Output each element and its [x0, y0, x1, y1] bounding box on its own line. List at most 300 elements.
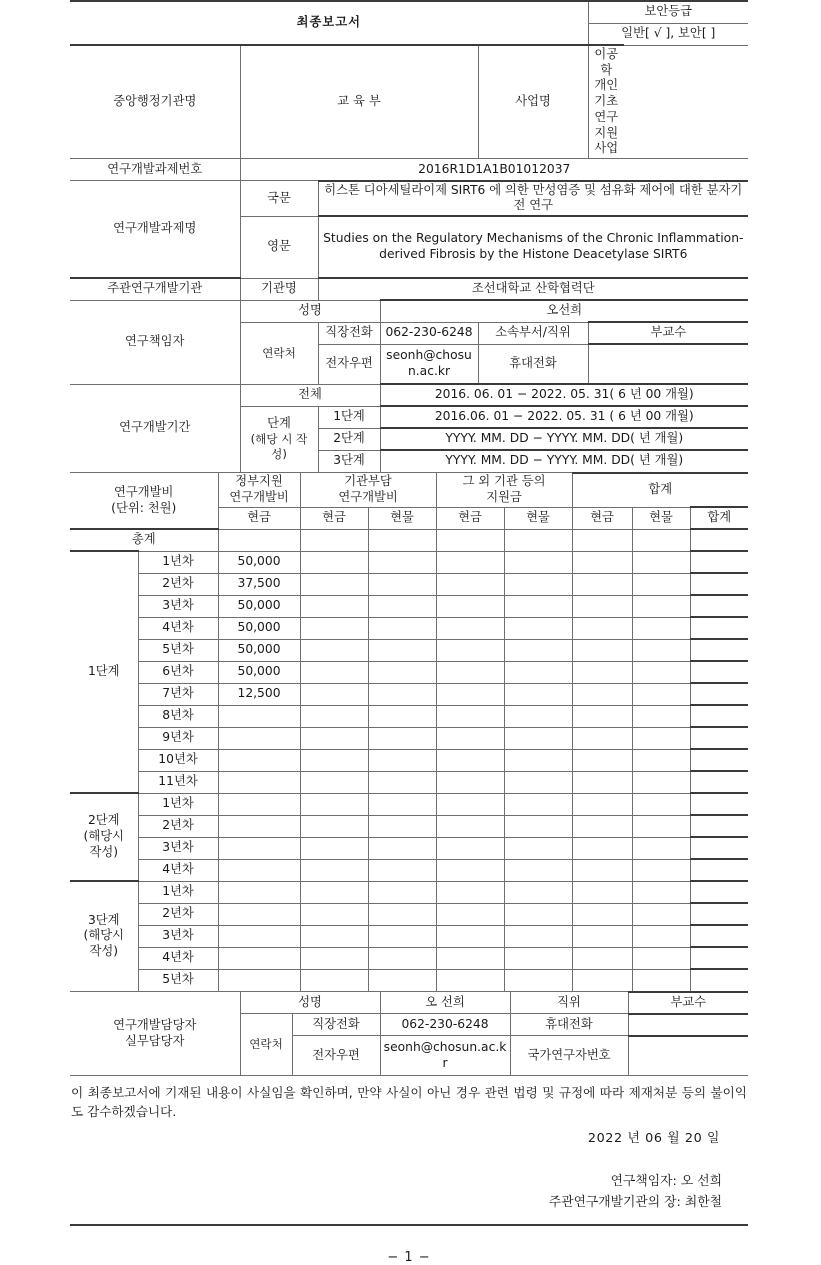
funding-subheader-0: 현금 [218, 507, 300, 529]
funding-amount-cell [300, 815, 368, 837]
contact-mobile-label: 휴대전화 [510, 1014, 628, 1036]
funding-amount-cell [368, 793, 436, 815]
funding-amount-cell [572, 837, 632, 859]
table-row [70, 793, 748, 815]
funding-amount-cell [572, 969, 632, 991]
funding-amount-cell [368, 705, 436, 727]
project-title-korean-label: 국문 [240, 181, 318, 216]
period-total-value: 2016. 06. 01 − 2022. 05. 31( 6 년 00 개월) [380, 384, 748, 406]
contact-position-value: 부교수 [628, 992, 748, 1014]
period-stage-label [240, 406, 318, 472]
period-stage-1-value: 2016.06. 01 − 2022. 05. 31 ( 6 년 00 개월) [380, 406, 748, 428]
funding-year-label: 10년차 [138, 749, 218, 771]
period-stage-1-name: 1단계 [318, 406, 380, 428]
funding-amount-cell [632, 727, 690, 749]
funding-amount-cell [504, 639, 572, 661]
funding-year-label: 4년차 [138, 859, 218, 881]
funding-total-cell-5 [572, 529, 632, 551]
pi-label: 연구책임자 [70, 300, 240, 384]
funding-amount-cell [632, 551, 690, 573]
contact-name-label: 성명 [240, 992, 380, 1014]
funding-amount-cell [436, 815, 504, 837]
funding-amount-cell [218, 947, 300, 969]
declaration-text: 이 최종보고서에 기재된 내용이 사실임을 확인하며, 만약 사실이 아닌 경우 관련 법령 및 규정에 따라 제재처분 등의 불이익도 감수하겠습니다. [71, 1085, 747, 1120]
pi-dept-position-value: 부교수 [588, 322, 748, 344]
table-row [70, 771, 748, 793]
funding-amount-cell [300, 551, 368, 573]
funding-year-label: 2년차 [138, 903, 218, 925]
funding-amount-cell [436, 705, 504, 727]
funding-amount-cell [368, 925, 436, 947]
funding-group-government-line2: 연구개발비 [229, 489, 289, 504]
report-page [70, 0, 748, 1265]
funding-amount-cell [572, 947, 632, 969]
funding-amount-cell [690, 925, 748, 947]
contact-mobile-value [628, 1014, 748, 1036]
funding-amount-cell [632, 683, 690, 705]
funding-amount-cell [368, 749, 436, 771]
funding-amount-cell [218, 969, 300, 991]
funding-stage3-body [70, 881, 748, 991]
funding-amount-cell [632, 661, 690, 683]
report-header-table [70, 0, 748, 473]
funding-amount-cell [300, 595, 368, 617]
funding-amount-cell [572, 925, 632, 947]
funding-amount-cell [368, 771, 436, 793]
funding-amount-cell [368, 727, 436, 749]
funding-amount-cell [504, 749, 572, 771]
funding-amount-cell: 50,000 [218, 617, 300, 639]
funding-amount-cell [218, 793, 300, 815]
funding-amount-cell [368, 815, 436, 837]
funding-subheader-7: 합계 [690, 507, 748, 529]
agency-row [70, 45, 748, 159]
funding-amount-cell [690, 683, 748, 705]
funding-subheader-3: 현금 [436, 507, 504, 529]
funding-amount-cell [436, 727, 504, 749]
table-row [70, 881, 748, 903]
funding-amount-cell [572, 595, 632, 617]
pi-name-value: 오선희 [380, 300, 748, 322]
funding-year-label: 1년차 [138, 551, 218, 573]
funding-amount-cell [504, 793, 572, 815]
security-value: 일반[ √ ], 보안[ ] [588, 23, 748, 45]
funding-amount-cell [504, 595, 572, 617]
funding-amount-cell [300, 727, 368, 749]
funding-total-cell-1 [300, 529, 368, 551]
program-label: 사업명 [478, 45, 588, 159]
period-stage-sublabel: (해당 시 작성) [250, 432, 308, 461]
funding-amount-cell [218, 815, 300, 837]
funding-amount-cell [436, 771, 504, 793]
funding-amount-cell [690, 705, 748, 727]
funding-subheader-4: 현물 [504, 507, 572, 529]
host-institution-label: 주관연구개발기관 [70, 278, 240, 300]
declaration-date: 2022 년 06 월 20 일 [587, 1131, 720, 1147]
funding-amount-cell [218, 727, 300, 749]
funding-stage2-body [70, 793, 748, 881]
funding-total-row [70, 529, 748, 551]
funding-total-label: 총계 [70, 529, 218, 551]
funding-amount-cell [632, 771, 690, 793]
funding-amount-cell [690, 749, 748, 771]
funding-amount-cell [218, 771, 300, 793]
funding-year-label: 3년차 [138, 595, 218, 617]
agency-value: 교 육 부 [240, 45, 478, 159]
project-number-value: 2016R1D1A1B01012037 [240, 159, 748, 181]
funding-amount-cell [300, 969, 368, 991]
funding-amount-cell [368, 639, 436, 661]
funding-amount-cell [368, 551, 436, 573]
funding-amount-cell [690, 617, 748, 639]
funding-amount-cell [504, 815, 572, 837]
funding-amount-cell [504, 969, 572, 991]
funding-year-label: 4년차 [138, 617, 218, 639]
table-row [70, 573, 748, 595]
funding-amount-cell [572, 727, 632, 749]
funding-amount-cell [300, 925, 368, 947]
funding-amount-cell [632, 947, 690, 969]
funding-amount-cell [632, 573, 690, 595]
project-number-label: 연구개발과제번호 [70, 159, 240, 181]
table-row [70, 969, 748, 991]
funding-group-other-line2: 지원금 [486, 489, 522, 504]
pi-mobile-label: 휴대전화 [478, 344, 588, 384]
page-title: 최종보고서 [70, 1, 588, 45]
funding-amount-cell [218, 925, 300, 947]
table-row [70, 639, 748, 661]
funding-amount-cell [572, 771, 632, 793]
funding-amount-cell [504, 551, 572, 573]
funding-amount-cell [504, 683, 572, 705]
funding-amount-cell [572, 705, 632, 727]
funding-group-other [436, 473, 572, 507]
funding-amount-cell [572, 683, 632, 705]
funding-group-institution [300, 473, 436, 507]
funding-amount-cell [436, 749, 504, 771]
table-row [70, 661, 748, 683]
funding-amount-cell [690, 573, 748, 595]
project-title-label: 연구개발과제명 [70, 181, 240, 278]
funding-amount-cell [300, 837, 368, 859]
contact-office-phone-label: 직장전화 [292, 1014, 380, 1036]
funding-amount-cell: 50,000 [218, 595, 300, 617]
agency-label: 중앙행정기관명 [70, 45, 240, 159]
period-stage-2-name: 2단계 [318, 428, 380, 450]
funding-amount-cell [572, 859, 632, 881]
funding-year-label: 5년차 [138, 639, 218, 661]
table-row [70, 705, 748, 727]
contact-contact-label: 연락처 [240, 1014, 292, 1076]
page-number: − 1 − [387, 1249, 431, 1265]
funding-amount-cell [504, 859, 572, 881]
signature-block [70, 1172, 748, 1213]
funding-amount-cell [504, 705, 572, 727]
funding-stage1-label-text: 1단계 [87, 664, 120, 679]
funding-table [70, 472, 748, 992]
funding-amount-cell [368, 903, 436, 925]
funding-amount-cell [436, 837, 504, 859]
funding-amount-cell: 50,000 [218, 661, 300, 683]
funding-group-government-line1: 정부지원 [235, 474, 283, 489]
funding-amount-cell [632, 925, 690, 947]
funding-amount-cell [632, 617, 690, 639]
funding-amount-cell [436, 573, 504, 595]
funding-amount-cell [436, 683, 504, 705]
pi-email-label: 전자우편 [318, 344, 380, 384]
period-stage-2-value: YYYY. MM. DD − YYYY. MM. DD( 년 개월) [380, 428, 748, 450]
funding-amount-cell [504, 837, 572, 859]
funding-amount-cell [436, 595, 504, 617]
funding-amount-cell [368, 617, 436, 639]
funding-amount-cell [504, 727, 572, 749]
pi-signature: 연구책임자: 오 선희 [610, 1174, 722, 1190]
funding-year-label: 1년차 [138, 793, 218, 815]
period-stage-label-main: 단계 [267, 416, 291, 431]
funding-amount-cell [218, 749, 300, 771]
funding-amount-cell [300, 617, 368, 639]
funding-amount-cell: 37,500 [218, 573, 300, 595]
funding-amount-cell [368, 969, 436, 991]
funding-amount-cell [690, 727, 748, 749]
funding-amount-cell: 50,000 [218, 551, 300, 573]
contact-person-table [70, 991, 748, 1077]
funding-year-label: 2년차 [138, 573, 218, 595]
funding-amount-cell [690, 903, 748, 925]
funding-amount-cell [632, 639, 690, 661]
project-title-english-label: 영문 [240, 216, 318, 278]
funding-amount-cell [218, 859, 300, 881]
funding-amount-cell [690, 947, 748, 969]
funding-amount-cell [690, 771, 748, 793]
funding-amount-cell [504, 881, 572, 903]
contact-email-value: seonh@chosun.ac.kr [380, 1036, 510, 1076]
institution-signature: 주관연구개발기관의 장: 최한철 [548, 1195, 722, 1211]
funding-amount-cell [690, 837, 748, 859]
program-value-line2: 개인기초연구지원 사업 [594, 78, 619, 156]
funding-amount-cell [632, 881, 690, 903]
funding-subheader-5: 현금 [572, 507, 632, 529]
funding-amount-cell [368, 859, 436, 881]
funding-amount-cell [436, 859, 504, 881]
project-title-english-value: Studies on the Regulatory Mechanisms of the Chronic Inflammation-derived Fibrosis by the Histone Deacetylase SIRT6 [318, 216, 748, 278]
funding-amount-cell [572, 881, 632, 903]
funding-amount-cell [572, 639, 632, 661]
table-row [70, 749, 748, 771]
funding-amount-cell [218, 903, 300, 925]
funding-header-row-1 [70, 473, 748, 507]
funding-amount-cell [690, 595, 748, 617]
funding-amount-cell [300, 639, 368, 661]
table-row [70, 551, 748, 573]
contact-email-label: 전자우편 [292, 1036, 380, 1076]
funding-amount-cell [572, 617, 632, 639]
funding-amount-cell [436, 617, 504, 639]
funding-year-label: 1년차 [138, 881, 218, 903]
funding-group-total: 합계 [572, 473, 748, 507]
table-row [70, 595, 748, 617]
funding-amount-cell [300, 661, 368, 683]
funding-amount-cell [436, 881, 504, 903]
funding-amount-cell [690, 815, 748, 837]
funding-group-institution-line1: 기관부담 [344, 474, 392, 489]
funding-amount-cell [436, 947, 504, 969]
funding-amount-cell [504, 661, 572, 683]
funding-amount-cell [300, 683, 368, 705]
pi-dept-position-label: 소속부서/직위 [478, 322, 588, 344]
period-stage-3-name: 3단계 [318, 450, 380, 472]
funding-amount-cell [632, 903, 690, 925]
funding-amount-cell [368, 661, 436, 683]
funding-amount-cell [504, 573, 572, 595]
pi-name-label: 성명 [240, 300, 380, 322]
contact-researcher-id-label: 국가연구자번호 [510, 1036, 628, 1076]
funding-amount-cell [572, 815, 632, 837]
funding-subheader-1: 현금 [300, 507, 368, 529]
funding-label [70, 473, 218, 529]
table-row [70, 837, 748, 859]
table-row [70, 859, 748, 881]
funding-subheader-6: 현물 [632, 507, 690, 529]
funding-amount-cell [300, 705, 368, 727]
funding-amount-cell [436, 551, 504, 573]
project-title-korean-row [70, 181, 748, 216]
table-row [70, 925, 748, 947]
funding-amount-cell [368, 573, 436, 595]
funding-amount-cell [368, 837, 436, 859]
title-row [70, 1, 748, 23]
funding-year-label: 2년차 [138, 815, 218, 837]
funding-amount-cell [218, 881, 300, 903]
table-row [70, 947, 748, 969]
table-row [70, 727, 748, 749]
funding-amount-cell [632, 595, 690, 617]
period-label: 연구개발기간 [70, 384, 240, 472]
funding-amount-cell [572, 551, 632, 573]
funding-group-institution-line2: 연구개발비 [338, 489, 398, 504]
contact-researcher-id-value [628, 1036, 748, 1076]
funding-label-line1: 연구개발비 [114, 484, 174, 499]
contact-office-phone-value: 062-230-6248 [380, 1014, 510, 1036]
host-institution-name-label: 기관명 [240, 278, 318, 300]
pi-email-value: seonh@chosun.ac.kr [380, 344, 478, 384]
funding-year-label: 6년차 [138, 661, 218, 683]
funding-amount-cell [504, 903, 572, 925]
funding-year-label: 11년차 [138, 771, 218, 793]
funding-year-label: 9년차 [138, 727, 218, 749]
funding-total-cell-2 [368, 529, 436, 551]
contact-person-label-line2: 실무담당자 [125, 1033, 185, 1048]
funding-year-label: 5년차 [138, 969, 218, 991]
funding-amount-cell [218, 837, 300, 859]
contact-name-row [70, 992, 748, 1014]
funding-amount-cell [436, 639, 504, 661]
funding-amount-cell [300, 859, 368, 881]
funding-amount-cell [632, 859, 690, 881]
funding-total-cell-3 [436, 529, 504, 551]
funding-amount-cell [632, 969, 690, 991]
table-row [70, 683, 748, 705]
funding-amount-cell [436, 925, 504, 947]
pi-name-row [70, 300, 748, 322]
funding-amount-cell [300, 573, 368, 595]
funding-amount-cell [300, 793, 368, 815]
funding-amount-cell [632, 815, 690, 837]
funding-amount-cell [504, 947, 572, 969]
funding-amount-cell [368, 595, 436, 617]
funding-amount-cell: 12,500 [218, 683, 300, 705]
funding-year-label: 4년차 [138, 947, 218, 969]
pi-contact-label: 연락처 [240, 322, 318, 384]
signature-divider [70, 1224, 748, 1226]
funding-amount-cell [300, 749, 368, 771]
funding-amount-cell [632, 793, 690, 815]
host-institution-row [70, 278, 748, 300]
table-row [70, 617, 748, 639]
funding-amount-cell [436, 793, 504, 815]
funding-year-label: 7년차 [138, 683, 218, 705]
contact-position-label: 직위 [510, 992, 628, 1014]
funding-total-cell-4 [504, 529, 572, 551]
funding-stage3-body-label: 3단계 (해당시 작성) [70, 881, 138, 991]
funding-amount-cell: 50,000 [218, 639, 300, 661]
funding-amount-cell [368, 683, 436, 705]
funding-amount-cell [504, 617, 572, 639]
funding-amount-cell [690, 969, 748, 991]
funding-amount-cell [300, 881, 368, 903]
funding-year-label: 3년차 [138, 925, 218, 947]
funding-amount-cell [632, 705, 690, 727]
period-total-row [70, 384, 748, 406]
funding-total-cell-6 [632, 529, 690, 551]
funding-total-cell-7 [690, 529, 748, 551]
contact-person-label-line1: 연구개발담당자 [113, 1017, 197, 1032]
period-total-label: 전체 [240, 384, 380, 406]
project-title-korean-value: 히스톤 디아세틸라이제 SIRT6 에 의한 만성염증 및 섬유화 제어에 대한 분자기전 연구 [318, 181, 748, 216]
funding-amount-cell [572, 749, 632, 771]
program-value [588, 45, 624, 159]
pi-office-phone-value: 062-230-6248 [380, 322, 478, 344]
funding-amount-cell [504, 925, 572, 947]
funding-amount-cell [300, 771, 368, 793]
funding-amount-cell [690, 793, 748, 815]
funding-amount-cell [436, 969, 504, 991]
funding-amount-cell [690, 881, 748, 903]
funding-amount-cell [504, 771, 572, 793]
funding-year-label: 8년차 [138, 705, 218, 727]
funding-subheader-2: 현물 [368, 507, 436, 529]
period-stage-3-value: YYYY. MM. DD − YYYY. MM. DD( 년 개월) [380, 450, 748, 472]
funding-amount-cell [690, 639, 748, 661]
funding-amount-cell [632, 749, 690, 771]
funding-amount-cell [218, 705, 300, 727]
funding-amount-cell [690, 859, 748, 881]
project-number-row [70, 159, 748, 181]
host-institution-name-value: 조선대학교 산학협력단 [318, 278, 748, 300]
table-row [70, 903, 748, 925]
funding-year-label: 3년차 [138, 837, 218, 859]
funding-amount-cell [572, 793, 632, 815]
pi-mobile-value [588, 344, 748, 384]
funding-amount-cell [368, 947, 436, 969]
funding-amount-cell [690, 551, 748, 573]
pi-office-phone-label: 직장전화 [318, 322, 380, 344]
funding-total-cell-0 [218, 529, 300, 551]
funding-amount-cell [690, 661, 748, 683]
funding-amount-cell [436, 661, 504, 683]
table-row [70, 815, 748, 837]
security-label: 보안등급 [588, 1, 748, 23]
